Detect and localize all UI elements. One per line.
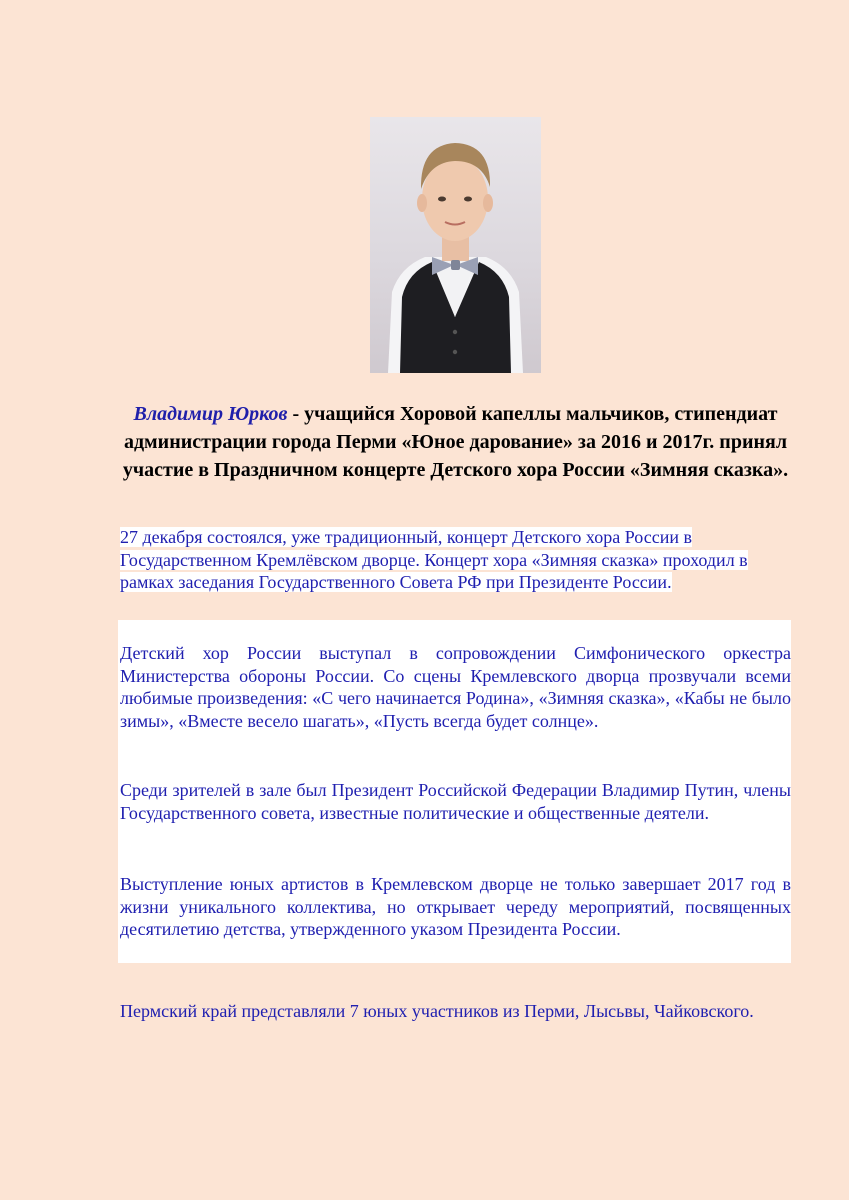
paragraph-concert-intro-text: 27 декабря состоялся, уже традиционный, концерт Детского хора России в Государственном Кремлёвском дворце. Концерт хора «Зимняя сказка» проходил в рамках заседания Государственного Совета РФ при Президенте России. [120,527,748,592]
paragraph-orchestra: Детский хор России выступал в сопровождении Симфонического оркестра Министерства обороны России. Со сцены Кремлевского дворца прозвучали всеми любимые произведения: «С чего начинается Родина», «Зимняя сказка», «Кабы не было зимы», «Вместе весело шагать», «Пусть всегда будет солнце». [120,643,791,731]
heading-text: - учащийся Хоровой капеллы мальчиков, стипендиат администрации города Перми «Юное дарование» за 2016 и 2017г. принял участие в Праздничном концерте Детского хора России «Зимняя сказка». [122,403,789,481]
portrait-illustration [370,117,541,373]
article-heading [120,400,791,484]
boy-portrait-photo [370,117,541,373]
student-name: Владимир Юрков [133,403,288,425]
paragraph-audience: Среди зрителей в зале был Президент Российской Федерации Владимир Путин, члены Государственного совета, известные политические и общественные деятели. [120,780,791,823]
paragraph-concert-intro [120,526,791,594]
paragraph-decade-of-childhood: Выступление юных артистов в Кремлевском дворце не только завершает 2017 год в жизни уникального коллектива, но открывает череду мероприятий, посвященных десятилетию детства, утвержденного указом Президента России. [120,874,791,939]
paragraph-perm-participants: Пермский край представляли 7 юных участников из Перми, Лысьвы, Чайковского. [120,1001,754,1021]
